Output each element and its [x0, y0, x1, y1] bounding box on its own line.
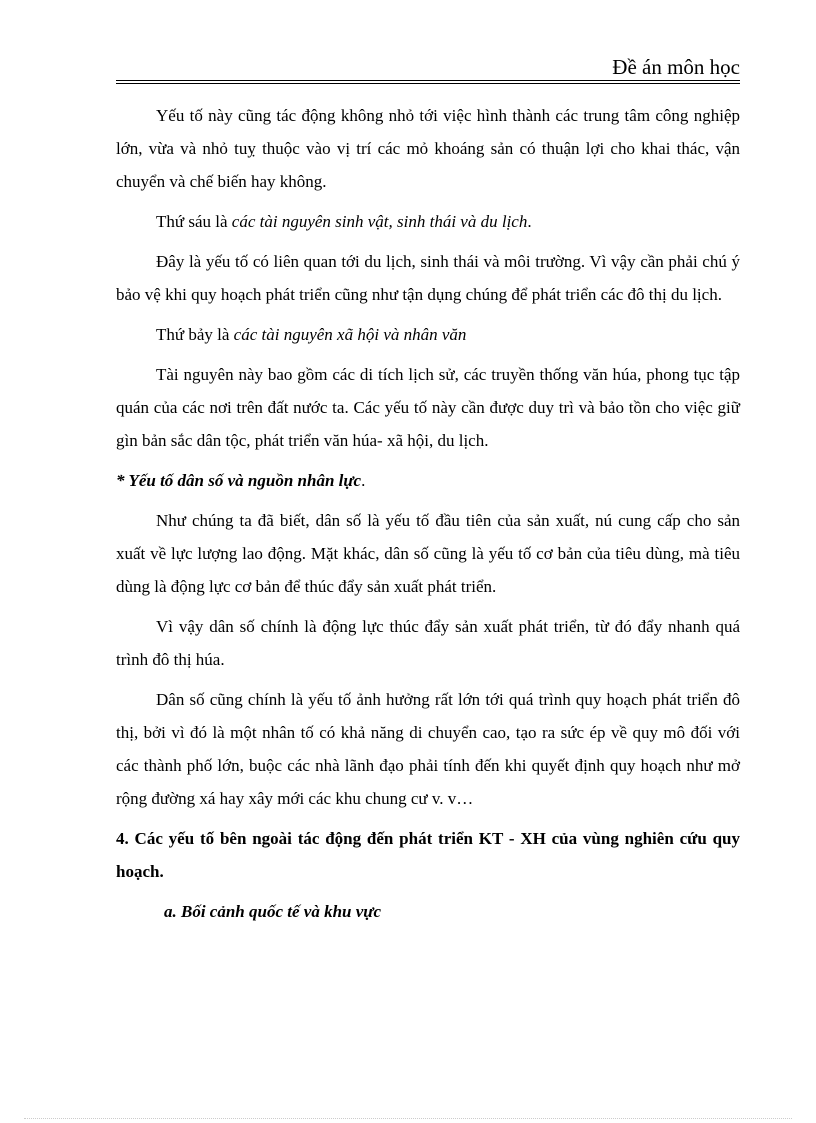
paragraph-seventh-resource	[116, 318, 740, 351]
header-rule-top	[116, 80, 740, 81]
seventh-lead: Thứ bảy là	[156, 325, 234, 344]
page-bottom-border	[24, 1118, 792, 1119]
sixth-lead: Thứ sáu là	[156, 212, 232, 231]
section-heading-external-factors: 4. Các yếu tố bên ngoài tác động đến phát triển KT - XH của vùng nghiên cứu quy hoạch.	[116, 829, 740, 881]
sixth-tail: .	[527, 212, 532, 231]
heading-population	[116, 464, 740, 497]
paragraph-sixth-resource	[116, 205, 740, 238]
paragraph-population-driver: Vì vậy dân số chính là động lực thúc đẩy sản xuất phát triển, từ đó đẩy nhanh quá trình đô thị húa.	[116, 617, 740, 669]
sixth-resource-italic: các tài nguyên sinh vật, sinh thái và du lịch	[231, 212, 528, 231]
subheading-international-context: a. Bối cảnh quốc tế và khu vực	[164, 902, 382, 921]
population-heading-text: * Yếu tố dân số và nguồn nhân lực	[116, 471, 362, 490]
paragraph-tourism: Đây là yếu tố có liên quan tới du lịch, sinh thái và môi trường. Vì vậy cần phải chú ý bảo vệ khi quy hoạch phát triển cũng như tận dụng chúng để phát triển các đô thị du lịch.	[116, 252, 740, 304]
document-body	[116, 99, 740, 928]
header-rule-bottom	[116, 83, 740, 84]
seventh-resource-italic: các tài nguyên xã hội và nhân văn	[233, 325, 467, 344]
page-header	[116, 54, 740, 80]
header-title: Đề án môn học	[612, 55, 740, 79]
population-heading-tail: .	[361, 471, 366, 490]
paragraph-population-production: Như chúng ta đã biết, dân số là yếu tố đầu tiên của sản xuất, nú cung cấp cho sản xuất về lực lượng lao động. Mặt khác, dân số cũng là yếu tố cơ bản của tiêu dùng, mà tiêu dùng là động lực cơ bản để thúc đẩy sản xuất phát triển.	[116, 511, 740, 596]
paragraph-heritage: Tài nguyên này bao gồm các di tích lịch sử, các truyền thống văn húa, phong tục tập quán của các nơi trên đất nước ta. Các yếu tố này cần được duy trì và bảo tồn cho việc giữ gìn bản sắc dân tộc, phát triển văn húa- xã hội, du lịch.	[116, 365, 740, 450]
paragraph-mineral-impact: Yếu tố này cũng tác động không nhỏ tới việc hình thành các trung tâm công nghiệp lớn, vừa và nhỏ tuỵ thuộc vào vị trí các mỏ khoáng sản có thuận lợi cho khai thác, vận chuyển và chế biến hay không.	[116, 106, 740, 191]
paragraph-population-planning: Dân số cũng chính là yếu tố ảnh hưởng rất lớn tới quá trình quy hoạch phát triển đô thị, bởi vì đó là một nhân tố có khả năng di chuyển cao, tạo ra sức ép về quy mô đối với các thành phố lớn, buộc các nhà lãnh đạo phải tính đến khi quyết định quy hoạch như mở rộng đường xá hay xây mới các khu chung cư v. v…	[116, 690, 740, 808]
